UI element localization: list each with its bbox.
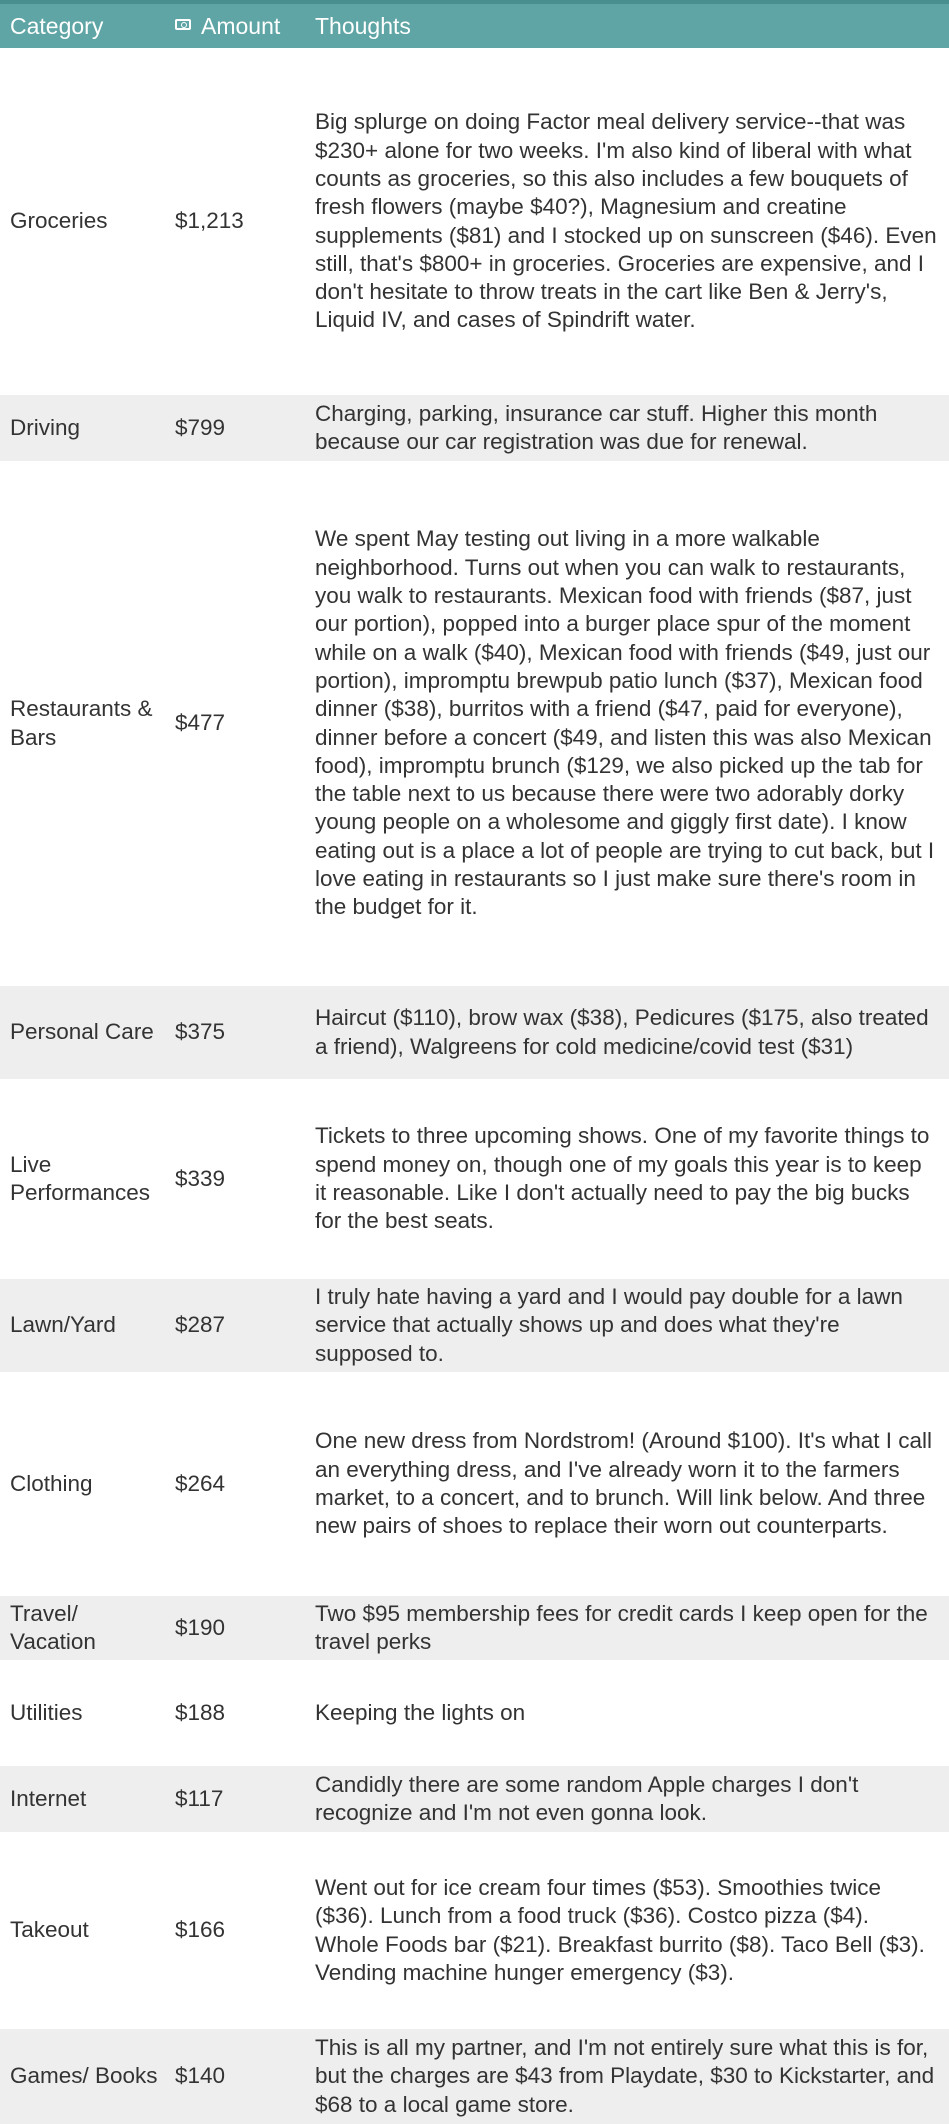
row-amount: $375	[175, 1019, 226, 1045]
header-category: Category	[10, 12, 104, 39]
table-row	[0, 395, 949, 461]
table-row	[0, 48, 949, 395]
row-amount: $477	[175, 710, 226, 736]
row-amount: $264	[175, 1470, 226, 1496]
row-thoughts: Candidly there are some random Apple charges I don't recognize and I'm not even gonna look.	[315, 1771, 859, 1825]
row-thoughts: Keeping the lights on	[315, 1699, 526, 1725]
row-category: Clothing	[10, 1470, 93, 1496]
cash-icon	[175, 19, 191, 30]
table-row	[0, 1660, 949, 1766]
table-row	[0, 1596, 949, 1660]
row-amount: $140	[175, 2063, 226, 2089]
row-amount: $339	[175, 1165, 226, 1191]
row-amount: $166	[175, 1917, 226, 1943]
row-amount: $799	[175, 414, 226, 440]
row-amount: $117	[175, 1785, 224, 1811]
header-amount	[165, 2, 305, 48]
row-category: Takeout	[10, 1917, 89, 1943]
row-thoughts: I truly hate having a yard and I would pay double for a lawn service that actually shows up and does what they're supposed to.	[315, 1284, 903, 1366]
row-amount: $1,213	[175, 208, 244, 234]
row-category: Games/ Books	[10, 2063, 158, 2089]
row-category: Lawn/Yard	[10, 1312, 116, 1338]
header-thoughts: Thoughts	[315, 12, 411, 39]
row-category: Live Performances	[10, 1151, 151, 1205]
row-category: Internet	[10, 1785, 87, 1811]
row-thoughts: We spent May testing out living in a more walkable neighborhood. Turns out when you can walk to restaurants, you walk to restaurants. Mexican food with friends ($87, just our portion), popped into a burger place spur of the moment while on a walk ($40), Mexican food with friends ($49, just our portion), impromptu brewpub patio lunch ($37), Mexican food dinner ($38), burritos with a friend ($47, paid for everyone), dinner before a concert ($49, and listen this was also Mexican food), impromptu brunch ($129, we also picked up the tab for the table next to us because there were two adorably dorky young people on a wholesome and giggly first date). I know eating out is a place a lot of people are trying to cut back, but I love eating in restaurants so I just make sure there's room in the budget for it.	[315, 526, 935, 920]
row-category: Restaurants & Bars	[10, 696, 153, 750]
row-category: Personal Care	[10, 1019, 154, 1045]
row-thoughts: Haircut ($110), brow wax ($38), Pedicures ($175, also treated a friend), Walgreens for cold medicine/covid test ($31)	[315, 1005, 929, 1059]
row-amount: $190	[175, 1614, 226, 1640]
row-category: Travel/ Vacation	[10, 1600, 96, 1654]
table-header-row	[0, 2, 949, 48]
row-thoughts: Tickets to three upcoming shows. One of my favorite things to spend money on, though one of my goals this year is to keep it reasonable. Like I don't actually need to pay the big bucks for the best seats.	[315, 1123, 930, 1234]
row-thoughts: This is all my partner, and I'm not entirely sure what this is for, but the charges are $43 from Playdate, $30 to Kickstarter, and $68 to a local game store.	[315, 2035, 935, 2117]
table-row	[0, 1372, 949, 1596]
table-row	[0, 1766, 949, 1832]
header-amount-label: Amount	[201, 12, 281, 39]
row-thoughts: Big splurge on doing Factor meal delivery service--that was $230+ alone for two weeks. I'm also kind of liberal with what counts as groceries, so this also includes a few bouquets of fresh flowers (maybe $40?), Magnesium and creatine supplements ($81) and I stocked up on sunscreen ($46). Even still, that's $800+ in groceries. Groceries are expensive, and I don't hesitate to throw treats in the cart like Ben & Jerry's, Liquid IV, and cases of Spindrift water.	[315, 109, 937, 333]
table-row	[0, 986, 949, 1079]
row-thoughts: Two $95 membership fees for credit cards I keep open for the travel perks	[315, 1600, 928, 1654]
row-amount: $287	[175, 1312, 226, 1338]
table-row	[0, 1079, 949, 1279]
table-row	[0, 2029, 949, 2124]
table-row	[0, 461, 949, 986]
row-category: Groceries	[10, 208, 108, 234]
row-amount: $188	[175, 1699, 226, 1725]
row-thoughts: Charging, parking, insurance car stuff. Higher this month because our car registration was due for renewal.	[315, 400, 878, 454]
row-category: Utilities	[10, 1699, 83, 1725]
row-thoughts: One new dress from Nordstrom! (Around $100). It's what I call an everything dress, and I've already worn it to the farmers market, to a concert, and to brunch. Will link below. And three new pairs of shoes to replace their worn out counterparts.	[315, 1428, 933, 1539]
row-thoughts: Went out for ice cream four times ($53). Smoothies twice ($36). Lunch from a food truck ($36). Costco pizza ($4). Whole Foods bar ($21). Breakfast burrito ($8). Taco Bell ($3). Vending machine hunger emergency ($3).	[315, 1874, 925, 1985]
table-row	[0, 1832, 949, 2029]
table-row	[0, 1279, 949, 1372]
row-category: Driving	[10, 414, 81, 440]
